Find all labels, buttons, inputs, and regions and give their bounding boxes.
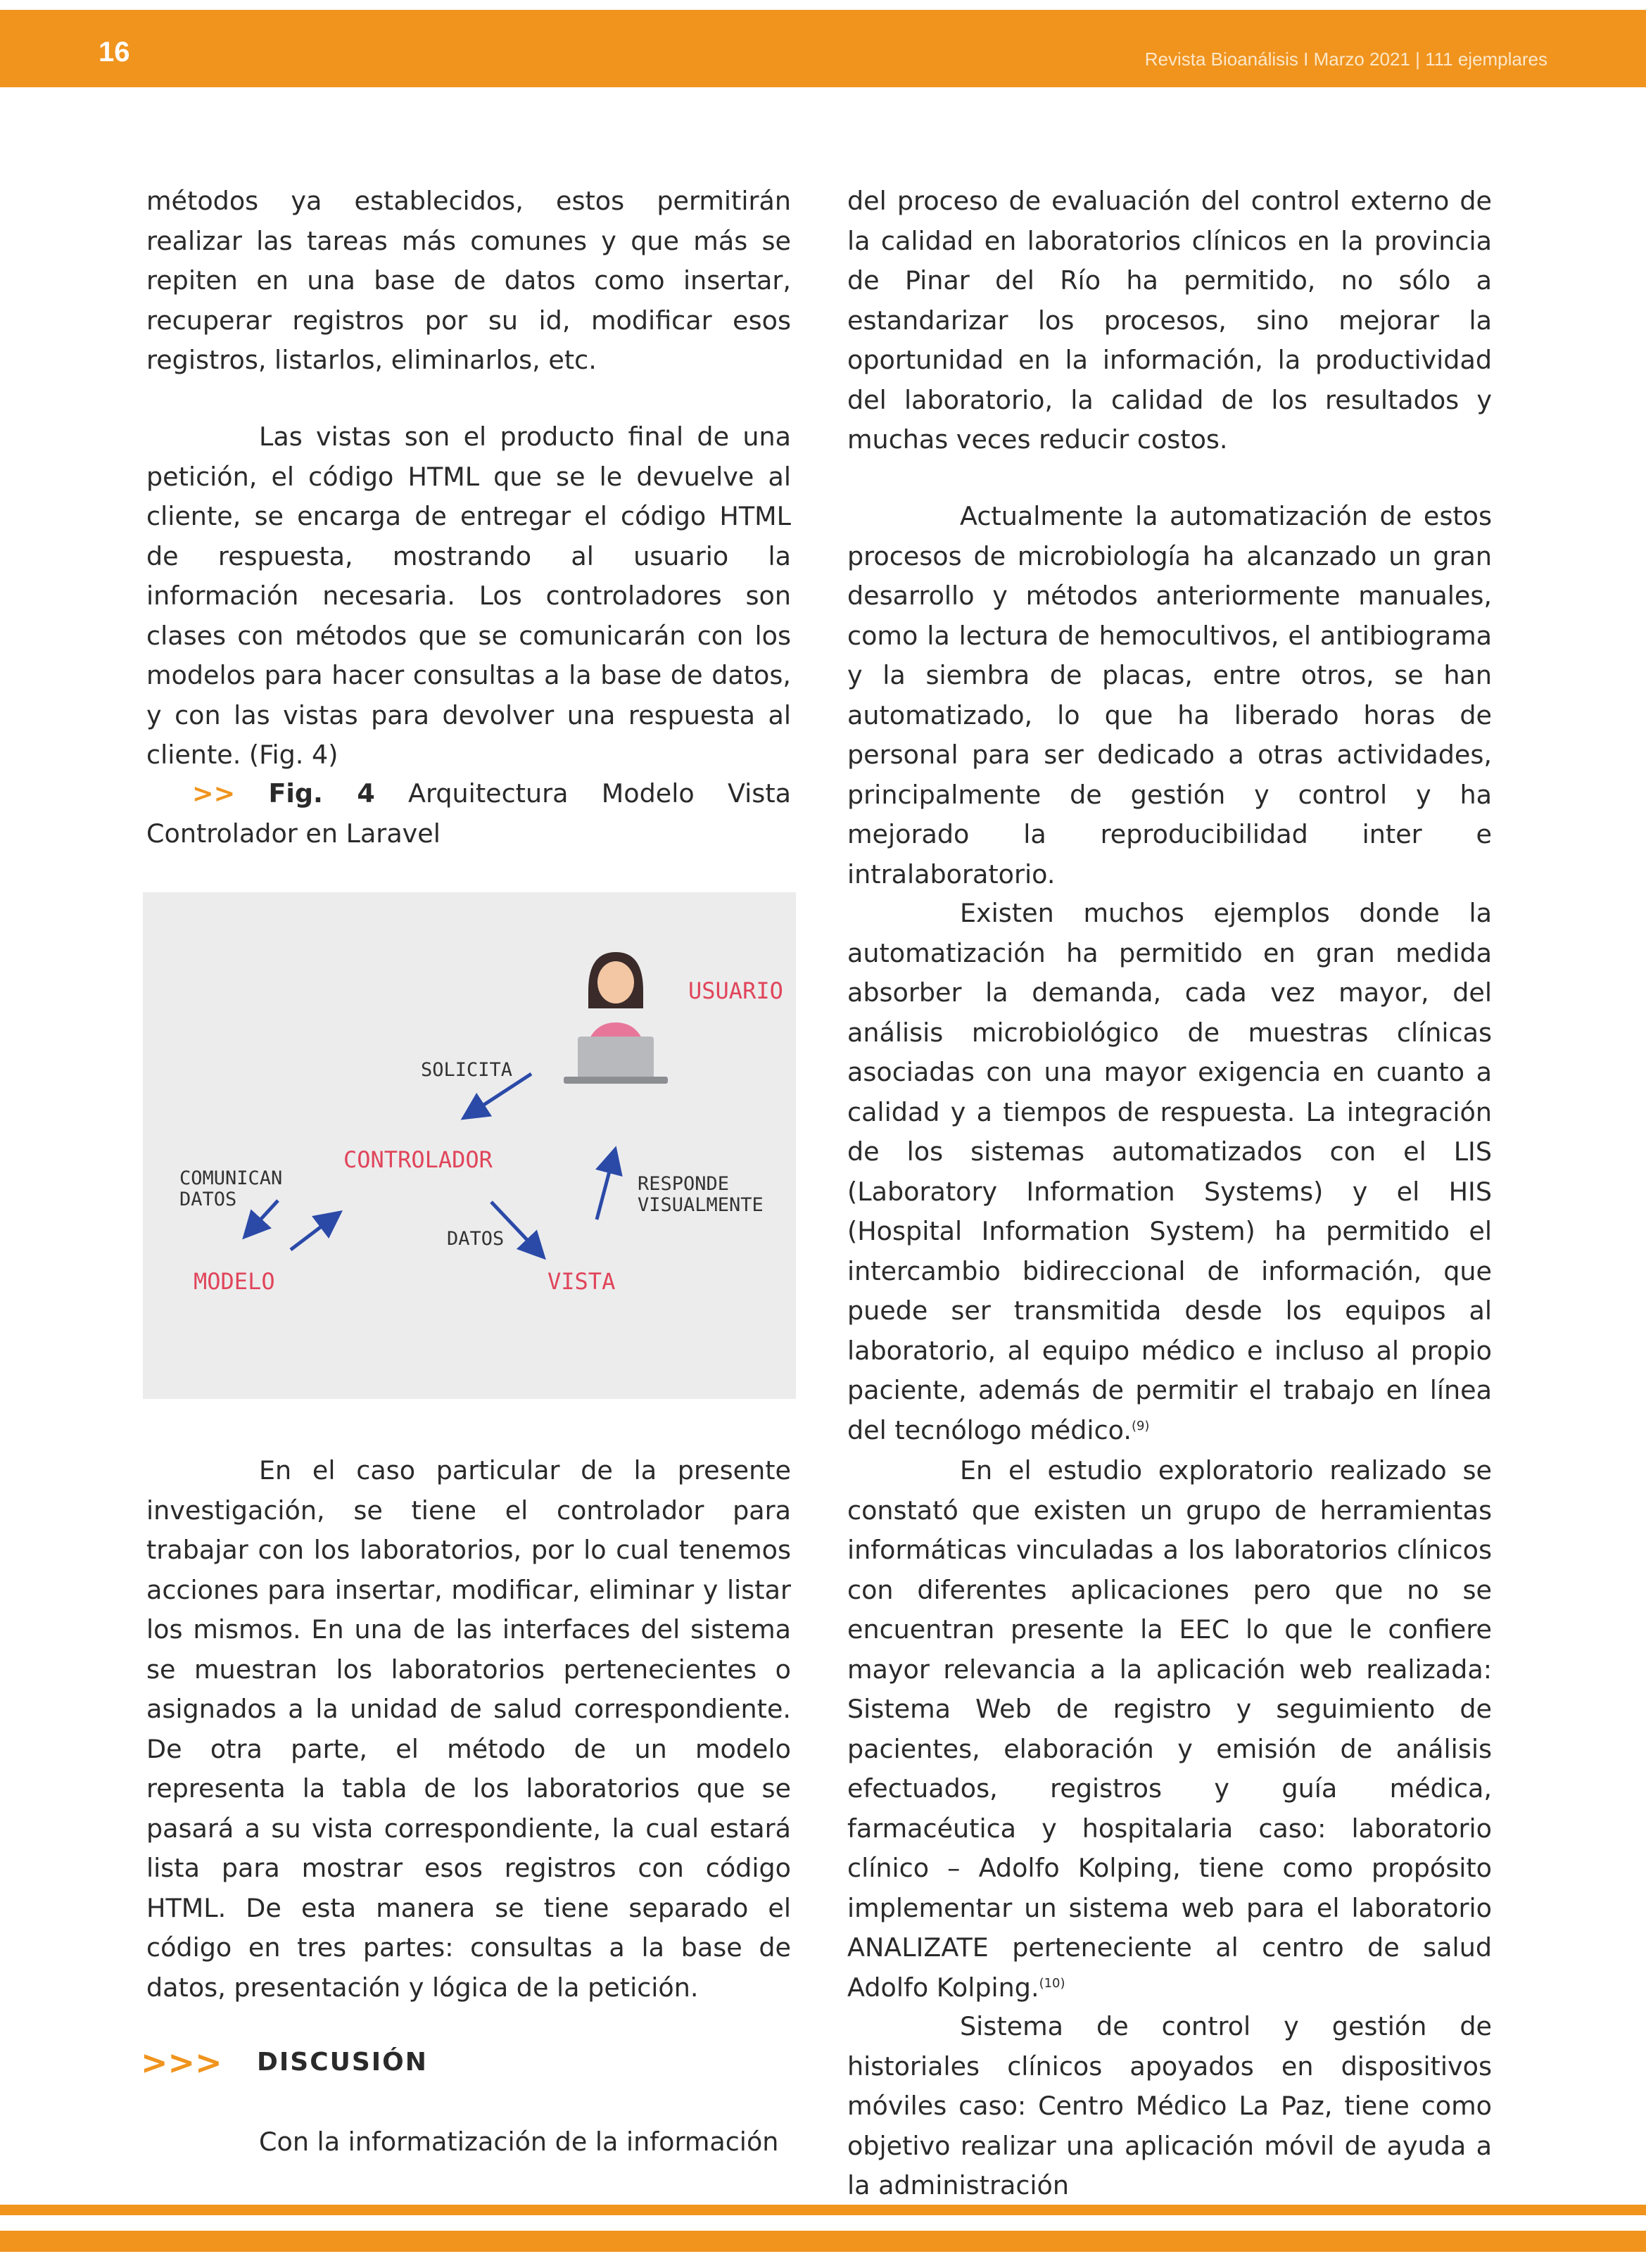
paragraph: En el caso particular de la presente investigación, se tiene el controlador para trabajar con los laboratorios, por lo cual tenemos acciones para insertar, modificar, eliminar y listar los mismos. En una de las interfaces del sistema se muestran los laboratorios pertenecientes o asignados a la unidad de salud correspondiente. De otra parte, el método de un modelo representa la tabla de los laboratorios que se pasará a su vista correspondiente, la cual estará lista para mostrar esos registros con código HTML. De esta manera se tiene separado el código en tres partes: consultas a la base de datos, presentación y lógica de la petición. <box>146 1455 791 2003</box>
user-icon <box>564 952 668 1084</box>
label-vista: VISTA <box>547 1268 616 1295</box>
arrow-responde <box>597 1153 614 1219</box>
label-comunican-datos: COMUNICAN DATOS <box>179 1167 283 1210</box>
caption-text: Arquitectura Modelo Vista Controlador en Laravel <box>146 778 791 849</box>
paragraph: Las vistas son el producto final de una petición, el código HTML que se le devuelve al cliente, se encarga de entregar el código HTML de respuesta, mostrando al usuario la información necesaria. Los controladores son clases con métodos que se comunicarán con los modelos para hacer consultas a la base de datos, y con las vistas para devolver una respuesta al cliente. (Fig. 4) <box>146 422 791 770</box>
label-solicita: SOLICITA <box>421 1059 513 1081</box>
paragraph: del proceso de evaluación del control externo de la calidad en laboratorios clínicos en la provincia de Pinar del Río ha permitido, no sólo a estandarizar los procesos, sino mejorar la oportunidad en la información, la productividad del laboratorio, la calidad de los resultados y muchas veces reducir costos. <box>847 186 1492 455</box>
paragraph: Sistema de control y gestión de historiales clínicos apoyados en dispositivos móviles caso: Centro Médico La Paz, tiene como objetivo realizar una aplicación móvil de ayuda a la administración <box>847 2011 1492 2200</box>
reference-mark: (10) <box>1039 1975 1065 1991</box>
paragraph <box>847 894 1492 1450</box>
paragraph-text: Existen muchos ejemplos donde la automatización ha permitido en gran medida absorber la demanda, cada vez mayor, del análisis microbiológico de muestras clínicas asociadas con una mayor exigencia en cuanto a calidad y a tiempos de respuesta. La integración de los sistemas automatizados con el LIS (Laboratory Information Systems) y el HIS (Hospital Information System) ha permitido el intercambio bidireccional de información, que puede ser transmitida desde los equipos al laboratorio, al equipo médico e incluso al propio paciente, además de permitir el trabajo en línea del tecnólogo médico. <box>847 898 1492 1445</box>
caption-arrow-icon: >> <box>192 778 236 809</box>
paragraph-text: En el estudio exploratorio realizado se constató que existen un grupo de herramientas informáticas vinculadas a los laboratorios clínicos con diferentes aplicaciones pero que no se encuentran presente la EEC lo que le confiere mayor relevancia a la aplicación web realizada: Sistema Web de registro y seguimiento de pacientes, elaboración y emisión de análisis efectuados, registros y guía médica, farmacéutica y hospitalaria caso: laboratorio clínico – Adolfo Kolping, tiene como propósito implementar un sistema web para el laboratorio ANALIZATE perteneciente al centro de salud Adolfo Kolping. <box>847 1455 1492 2003</box>
paragraph: Con la informatización de la información <box>259 2127 779 2157</box>
footer-bar <box>0 2205 1646 2215</box>
section-title: DISCUSIÓN <box>257 2048 428 2077</box>
label-usuario: USUARIO <box>688 977 783 1004</box>
label-controlador: CONTROLADOR <box>343 1146 493 1173</box>
reference-mark: (9) <box>1131 1418 1150 1433</box>
page-header <box>0 10 1646 87</box>
running-title: Revista Bioanálisis I Marzo 2021 | 111 ejemplares <box>1144 49 1547 70</box>
mvc-figure <box>143 892 796 1399</box>
paragraph: métodos ya establecidos, estos permitirán realizar las tareas más comunes y que más se repiten en una base de datos como insertar, recuperar registros por su id, modificar esos registros, listarlos, eliminarlos, etc. <box>146 186 791 375</box>
label-datos: DATOS <box>447 1228 505 1250</box>
paragraph: Actualmente la automatización de estos procesos de microbiología ha alcanzado un gran desarrollo y métodos anteriormente manuales, como la lectura de hemocultivos, el antibiograma y la siembra de placas, entre otros, se han automatizado, lo que ha liberado horas de personal para ser dedicado a otras actividades, principalmente de gestión y control y ha mejorado la reproducibilidad inter e intralaboratorio. <box>847 501 1492 889</box>
paragraph <box>847 1451 1492 2008</box>
page-number: 16 <box>99 37 130 68</box>
arrow-modelo <box>291 1215 337 1250</box>
section-arrow-icon: >>> <box>141 2044 222 2082</box>
mvc-diagram <box>143 892 796 1399</box>
figure-caption <box>146 774 791 854</box>
label-responde: RESPONDE VISUALMENTE <box>638 1173 764 1216</box>
footer-bar <box>0 2231 1646 2252</box>
label-modelo: MODELO <box>194 1268 275 1295</box>
caption-label: Fig. 4 <box>268 778 375 809</box>
